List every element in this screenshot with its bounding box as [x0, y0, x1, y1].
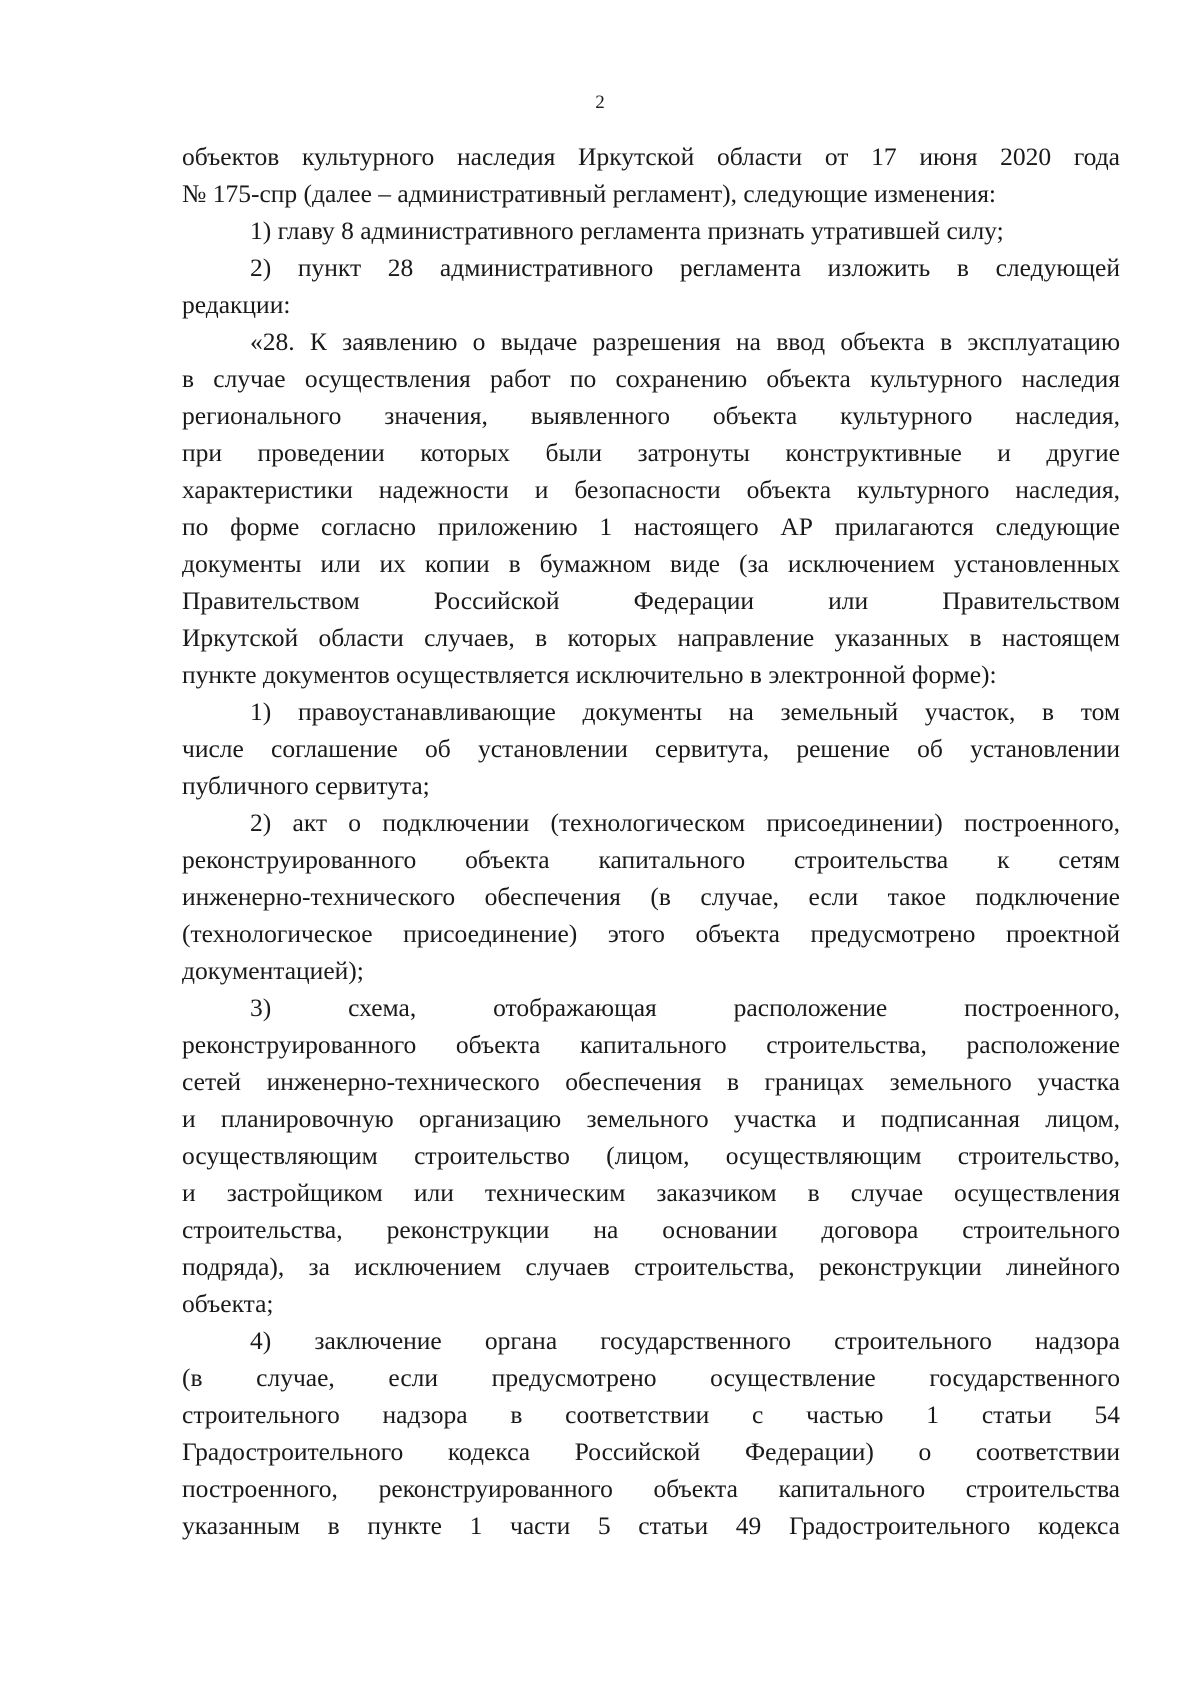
text-line: строительства, реконструкции на основании договора строительного: [182, 1215, 1120, 1244]
text-line: 2) акт о подключении (технологическом присоединении) построенного,: [250, 808, 1120, 837]
text-line: регионального значения, выявленного объекта культурного наследия,: [182, 401, 1120, 430]
text-line: объектов культурного наследия Иркутской области от 17 июня 2020 года: [182, 142, 1120, 171]
document-body: [182, 138, 1120, 1544]
text-line: построенного, реконструированного объекта капитального строительства: [182, 1474, 1120, 1503]
text-line: 3) схема, отображающая расположение построенного,: [250, 993, 1120, 1022]
text-line: документы или их копии в бумажном виде (за исключением установленных: [182, 549, 1120, 578]
text-line: редакции:: [182, 290, 291, 319]
text-line: осуществляющим строительство (лицом, осуществляющим строительство,: [182, 1141, 1120, 1170]
text-line: Градостроительного кодекса Российской Федерации) о соответствии: [182, 1437, 1120, 1466]
text-line: 1) главу 8 административного регламента признать утратившей силу;: [250, 216, 1004, 245]
text-line: подряда), за исключением случаев строительства, реконструкции линейного: [182, 1252, 1120, 1281]
text-line: 1) правоустанавливающие документы на земельный участок, в том: [250, 697, 1120, 726]
text-line: (в случае, если предусмотрено осуществление государственного: [182, 1363, 1120, 1392]
text-line: (технологическое присоединение) этого объекта предусмотрено проектной: [182, 919, 1120, 948]
text-line: 2) пункт 28 административного регламента изложить в следующей: [250, 253, 1120, 282]
text-line: реконструированного объекта капитального строительства к сетям: [182, 845, 1120, 874]
text-line: объекта;: [182, 1289, 274, 1318]
text-line: 4) заключение органа государственного строительного надзора: [250, 1326, 1120, 1355]
text-line: реконструированного объекта капитального строительства, расположение: [182, 1030, 1120, 1059]
text-line: пункте документов осуществляется исключительно в электронной форме):: [182, 660, 997, 689]
text-line: документацией);: [182, 956, 364, 985]
text-line: характеристики надежности и безопасности объекта культурного наследия,: [182, 475, 1120, 504]
text-line: Иркутской области случаев, в которых направление указанных в настоящем: [182, 623, 1120, 652]
text-line: инженерно-технического обеспечения (в случае, если такое подключение: [182, 882, 1120, 911]
text-line: «28. К заявлению о выдаче разрешения на ввод объекта в эксплуатацию: [250, 327, 1120, 356]
text-line: и застройщиком или техническим заказчиком в случае осуществления: [182, 1178, 1120, 1207]
text-line: при проведении которых были затронуты конструктивные и другие: [182, 438, 1120, 467]
text-line: № 175-спр (далее – административный регламент), следующие изменения:: [182, 179, 997, 208]
text-line: и планировочную организацию земельного участка и подписанная лицом,: [182, 1104, 1120, 1133]
text-line: строительного надзора в соответствии с частью 1 статьи 54: [182, 1400, 1120, 1429]
text-line: в случае осуществления работ по сохранению объекта культурного наследия: [182, 364, 1120, 393]
text-line: по форме согласно приложению 1 настоящего АР прилагаются следующие: [182, 512, 1120, 541]
text-line: публичного сервитута;: [182, 771, 430, 800]
text-line: сетей инженерно-технического обеспечения в границах земельного участка: [182, 1067, 1120, 1096]
text-line: числе соглашение об установлении сервитута, решение об установлении: [182, 734, 1120, 763]
text-line: Правительством Российской Федерации или Правительством: [182, 586, 1120, 615]
page-number: 2: [595, 92, 605, 113]
text-line: указанным в пункте 1 части 5 статьи 49 Градостроительного кодекса: [182, 1511, 1120, 1540]
